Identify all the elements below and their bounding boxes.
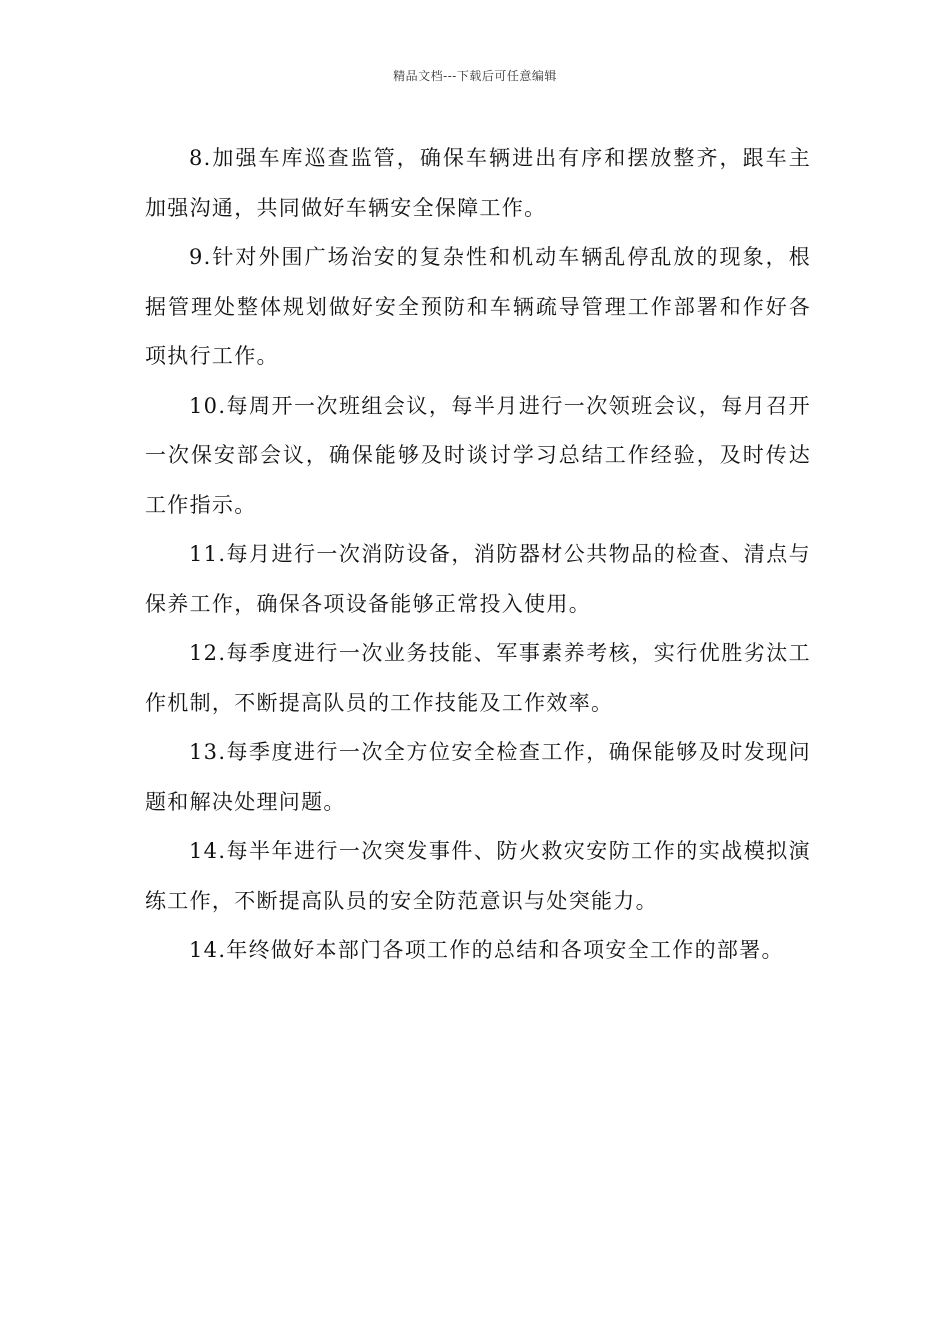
paragraph-item-14: 14.每半年进行一次突发事件、防火救灾安防工作的实战模拟演练工作，不断提高队员的安全防范意识与处突能力。 (145, 839, 811, 913)
paragraph-item-10: 10.每周开一次班组会议，每半月进行一次领班会议，每月召开一次保安部会议，确保能够及时谈讨学习总结工作经验，及时传达工作指示。 (145, 393, 811, 517)
paragraph-item-9: 9.针对外围广场治安的复杂性和机动车辆乱停乱放的现象，根据管理处整体规划做好安全预防和车辆疏导管理工作部署和作好各项执行工作。 (145, 245, 811, 368)
paragraph-item-8: 8.加强车库巡查监管，确保车辆进出有序和摆放整齐，跟车主加强沟通，共同做好车辆安全保障工作。 (145, 146, 811, 220)
paragraph-item-11: 11.每月进行一次消防设备，消防器材公共物品的检查、清点与保养工作，确保各项设备能够正常投入使用。 (145, 542, 811, 616)
paragraph-item-12: 12.每季度进行一次业务技能、军事素养考核，实行优胜劣汰工作机制，不断提高队员的工作技能及工作效率。 (145, 641, 811, 715)
paragraph-item-14-final: 14.年终做好本部门各项工作的总结和各项安全工作的部署。 (189, 938, 784, 962)
page-header: 精品文档---下载后可任意编辑 (393, 69, 557, 83)
document-body (145, 134, 811, 976)
paragraph-item-13: 13.每季度进行一次全方位安全检查工作，确保能够及时发现问题和解决处理问题。 (145, 740, 811, 814)
